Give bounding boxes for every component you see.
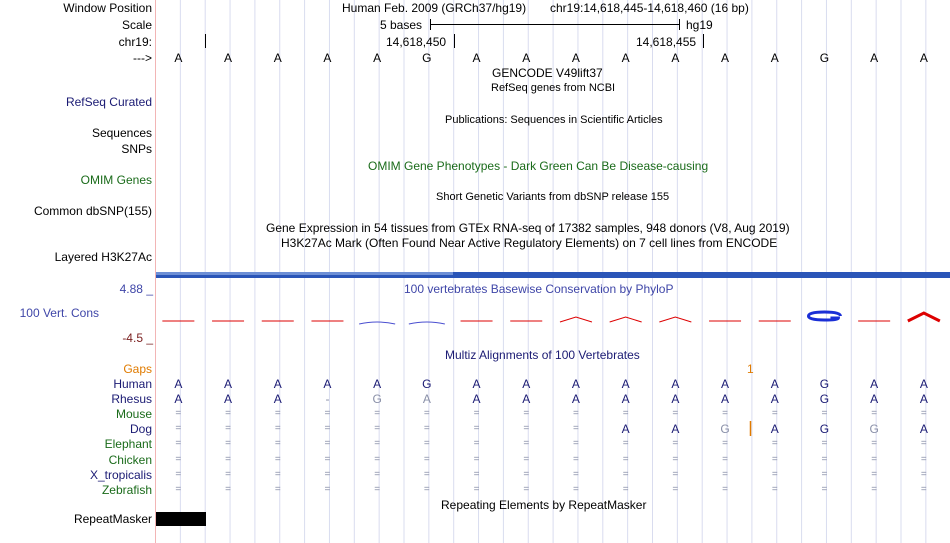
layered-h3k27ac-label[interactable]: Layered H3K27Ac <box>54 250 152 264</box>
alignment-base: A <box>571 392 580 407</box>
reference-base: A <box>522 51 531 65</box>
alignment-base: = <box>672 468 679 480</box>
alignment-base: A <box>721 377 730 391</box>
conservation-track-label[interactable]: 100 Vert. Cons <box>19 306 99 320</box>
h3k27ac-track-title[interactable]: H3K27Ac Mark (Often Found Near Active Regulatory Elements) on 7 cell lines from ENCODE <box>281 236 778 250</box>
repeatmasker-label[interactable]: RepeatMasker <box>73 512 152 526</box>
alignment-base: A <box>671 422 680 437</box>
alignment-base: = <box>523 453 530 465</box>
alignment-base: = <box>374 423 381 435</box>
alignment-base: = <box>573 438 579 450</box>
scale-db: hg19 <box>686 18 713 32</box>
reference-base: A <box>273 51 282 65</box>
alignment-base: A <box>323 377 332 391</box>
alignment-base: A <box>770 392 779 407</box>
reference-base: G <box>422 51 432 65</box>
omim-genes-label[interactable]: OMIM Genes <box>80 173 152 187</box>
alignment-base: = <box>225 483 231 495</box>
species-label[interactable]: Mouse <box>115 407 152 422</box>
common-dbsnp-label[interactable]: Common dbSNP(155) <box>33 204 152 218</box>
alignment-base: = <box>175 453 182 465</box>
reference-base: G <box>819 51 830 65</box>
alignment-base: A <box>721 392 730 407</box>
strand-label: ---> <box>133 51 152 65</box>
alignment-base: A <box>174 392 183 407</box>
alignment-base: = <box>473 453 480 465</box>
reference-base: A <box>472 51 481 65</box>
alignment-base: = <box>374 483 381 495</box>
scale-text: 5 bases <box>380 18 423 32</box>
sequences-label[interactable]: Sequences <box>91 126 152 140</box>
species-label[interactable]: Elephant <box>104 437 152 452</box>
publications-track-title[interactable]: Publications: Sequences in Scientific Articles <box>445 114 663 126</box>
alignment-base: A <box>621 422 630 437</box>
species-label[interactable]: Human <box>113 377 152 391</box>
alignment-base: = <box>622 438 629 450</box>
chrom-label: chr19: <box>118 35 152 49</box>
alignment-base: = <box>771 408 778 420</box>
alignment-base: = <box>175 423 182 435</box>
alignment-base: = <box>871 453 878 465</box>
alignment-base: A <box>373 377 382 391</box>
alignment-base: - <box>325 392 330 407</box>
alignment-base: = <box>225 423 231 435</box>
alignment-base: = <box>324 423 331 435</box>
alignment-base: = <box>473 483 480 495</box>
alignment-base: = <box>274 423 281 435</box>
alignment-base: = <box>821 438 828 450</box>
reference-base: A <box>174 51 183 65</box>
alignment-base: = <box>374 468 381 480</box>
alignment-base: = <box>374 453 381 465</box>
alignment-base: = <box>722 408 728 420</box>
alignment-base: = <box>771 453 778 465</box>
gap-count: 1 <box>747 362 754 376</box>
alignment-base: = <box>374 408 381 420</box>
conservation-glyph <box>560 317 592 322</box>
alignment-base: A <box>422 392 431 407</box>
conservation-max-value: 4.88 _ <box>119 282 153 296</box>
alignment-base: = <box>523 408 530 420</box>
alignment-base: = <box>423 468 430 480</box>
alignment-base: = <box>771 438 778 450</box>
alignment-base: = <box>920 438 927 450</box>
alignment-base: = <box>920 483 927 495</box>
window-position-label: Window Position <box>63 1 152 15</box>
alignment-base: = <box>573 483 579 495</box>
snps-label[interactable]: SNPs <box>121 142 152 156</box>
alignment-base: = <box>920 468 927 480</box>
track-separator-highlight <box>156 272 453 275</box>
conservation-glyph <box>659 317 691 322</box>
alignment-base: A <box>522 392 531 407</box>
alignment-base: = <box>523 483 530 495</box>
conservation-glyph <box>359 322 395 324</box>
alignment-base: = <box>473 468 480 480</box>
alignment-base: = <box>722 453 728 465</box>
alignment-base: = <box>473 438 480 450</box>
alignment-base: = <box>771 483 778 495</box>
position-text: chr19:14,618,445-14,618,460 (16 bp) <box>550 1 749 15</box>
reference-base: A <box>373 51 382 65</box>
alignment-base: = <box>473 423 480 435</box>
species-label[interactable]: Chicken <box>108 452 152 467</box>
assembly-text: Human Feb. 2009 (GRCh37/hg19) <box>342 1 527 15</box>
alignment-base: = <box>175 468 182 480</box>
alignment-base: G <box>422 377 432 391</box>
species-label[interactable]: Rhesus <box>111 392 152 407</box>
coordinate-label-2: 14,618,455 <box>636 35 697 49</box>
alignment-base: = <box>920 453 927 465</box>
alignment-base: = <box>821 468 828 480</box>
alignment-base: G <box>819 392 830 407</box>
alignment-base: = <box>225 468 231 480</box>
gaps-label[interactable]: Gaps <box>123 362 152 376</box>
alignment-base: = <box>920 408 927 420</box>
repeatmasker-track-title[interactable]: Repeating Elements by RepeatMasker <box>441 498 647 512</box>
alignment-base: = <box>225 438 231 450</box>
alignment-base: A <box>472 377 481 391</box>
alignment-base: G <box>819 377 830 391</box>
alignment-base: = <box>821 408 828 420</box>
alignment-base: = <box>622 468 629 480</box>
alignment-base: = <box>175 438 182 450</box>
alignment-base: A <box>224 392 233 407</box>
alignment-base: = <box>175 408 182 420</box>
gencode-track-title[interactable]: GENCODE V49lift37 <box>492 66 603 80</box>
alignment-base: A <box>472 392 481 407</box>
alignment-base: A <box>224 377 233 391</box>
alignment-base: A <box>870 392 879 407</box>
reference-base: A <box>571 51 580 65</box>
alignment-base: = <box>274 483 281 495</box>
alignment-base: G <box>869 422 879 437</box>
alignment-base: = <box>274 468 281 480</box>
alignment-base: = <box>672 438 679 450</box>
alignment-base: = <box>523 438 530 450</box>
alignment-base: = <box>423 483 430 495</box>
alignment-base: A <box>174 377 183 391</box>
alignment-base: G <box>819 422 830 437</box>
omim-track-title[interactable]: OMIM Gene Phenotypes - Dark Green Can Be Disease-causing <box>368 159 709 173</box>
species-label[interactable]: Zebrafish <box>101 482 152 497</box>
alignment-base: = <box>225 408 231 420</box>
alignment-base: = <box>523 423 530 435</box>
conservation-glyph <box>409 322 445 324</box>
alignment-base: = <box>722 483 728 495</box>
conservation-glyph <box>610 317 642 322</box>
alignment-base: = <box>871 483 878 495</box>
alignment-base: = <box>821 483 828 495</box>
conservation-glyph <box>808 312 840 320</box>
alignment-base: A <box>621 392 630 407</box>
alignment-base: = <box>274 453 281 465</box>
alignment-base: A <box>522 377 531 391</box>
scale-label: Scale <box>121 18 152 32</box>
alignment-base: = <box>622 408 629 420</box>
alignment-base: = <box>672 408 679 420</box>
reference-base: A <box>671 51 680 65</box>
alignment-base: = <box>274 438 281 450</box>
alignment-base: G <box>372 392 382 407</box>
reference-base: A <box>919 51 928 65</box>
alignment-base: = <box>573 423 579 435</box>
alignment-base: = <box>423 438 430 450</box>
alignment-base: = <box>672 453 679 465</box>
reference-base: A <box>224 51 233 65</box>
alignment-base: = <box>423 423 430 435</box>
repeatmasker-feature[interactable] <box>156 512 206 526</box>
alignment-base: = <box>722 438 728 450</box>
conservation-glyph <box>908 313 940 321</box>
multiz-track-title[interactable]: Multiz Alignments of 100 Vertebrates <box>445 348 640 362</box>
alignment-base: A <box>571 377 580 391</box>
alignment-base: A <box>919 377 928 391</box>
alignment-base: = <box>871 468 878 480</box>
alignment-base: = <box>274 408 281 420</box>
alignment-base: A <box>621 377 630 391</box>
alignment-base: = <box>722 468 728 480</box>
reference-base: A <box>870 51 879 65</box>
alignment-base: = <box>324 468 331 480</box>
alignment-base: = <box>771 468 778 480</box>
reference-base: A <box>323 51 332 65</box>
alignment-base: = <box>622 483 629 495</box>
alignment-base: A <box>919 392 928 407</box>
alignment-base: = <box>871 438 878 450</box>
alignment-base: = <box>175 483 182 495</box>
alignment-base: A <box>870 377 879 391</box>
reference-base: A <box>770 51 779 65</box>
alignment-base: A <box>770 377 779 391</box>
refseq-track-subtitle: RefSeq genes from NCBI <box>491 82 616 94</box>
alignment-base: = <box>573 453 579 465</box>
dbsnp-track-title[interactable]: Short Genetic Variants from dbSNP release 155 <box>436 191 670 203</box>
alignment-base: A <box>919 422 928 437</box>
alignment-base: A <box>671 377 680 391</box>
alignment-base: A <box>770 422 779 437</box>
conservation-min-value: -4.5 _ <box>122 331 153 345</box>
alignment-base: = <box>225 453 231 465</box>
alignment-base: = <box>573 408 579 420</box>
alignment-base: = <box>573 468 579 480</box>
alignment-base: = <box>324 438 331 450</box>
alignment-base: = <box>324 453 331 465</box>
alignment-base: = <box>423 453 430 465</box>
alignment-base: A <box>273 377 282 391</box>
alignment-base: = <box>374 438 381 450</box>
alignment-base: = <box>821 453 828 465</box>
alignment-base: = <box>423 408 430 420</box>
refseq-curated-label[interactable]: RefSeq Curated <box>65 95 152 109</box>
track-separator-bar <box>156 272 950 278</box>
alignment-base: A <box>671 392 680 407</box>
alignment-base: = <box>523 468 530 480</box>
alignment-base: = <box>622 453 629 465</box>
species-label[interactable]: Dog <box>129 422 152 437</box>
gtex-track-title[interactable]: Gene Expression in 54 tissues from GTEx RNA-seq of 17382 samples, 948 donors (V8, Aug 2019) <box>266 221 790 235</box>
reference-base: A <box>721 51 730 65</box>
alignment-base: = <box>672 483 679 495</box>
alignment-base: A <box>273 392 282 407</box>
alignment-base: = <box>324 408 331 420</box>
alignment-base: G <box>720 422 730 437</box>
alignment-base: = <box>324 483 331 495</box>
alignment-base: = <box>871 408 878 420</box>
conservation-track-title[interactable]: 100 vertebrates Basewise Conservation by PhyloP <box>404 282 674 296</box>
coordinate-label-1: 14,618,450 <box>386 35 447 49</box>
alignment-base: = <box>473 408 480 420</box>
reference-base: A <box>621 51 630 65</box>
species-label[interactable]: X_tropicalis <box>89 467 152 482</box>
